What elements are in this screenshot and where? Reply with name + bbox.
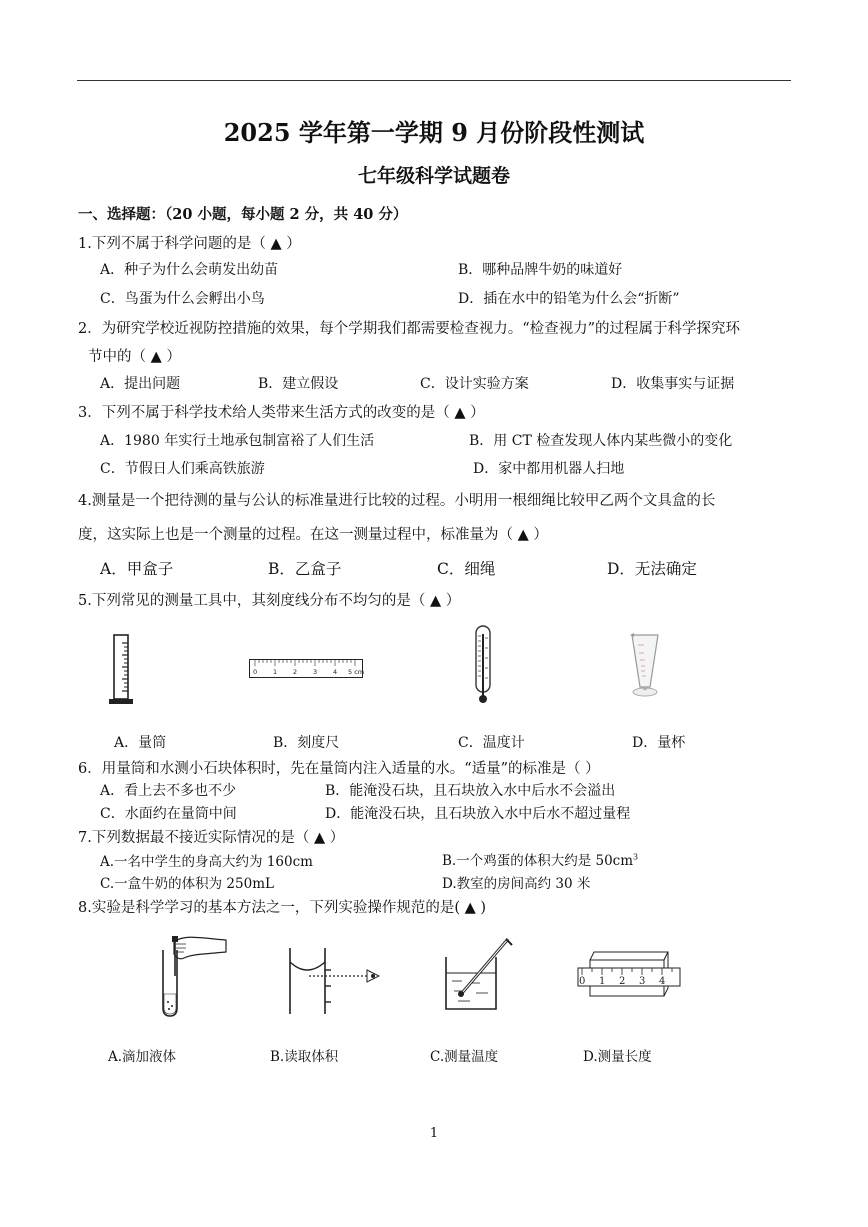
question-6-option-d: D．能淹没石块，且石块放入水中后水不超过量程 (325, 806, 631, 822)
question-7-option-a: A.一名中学生的身高大约为 160cm (100, 854, 313, 870)
length-ruler-tick-label: 1 (599, 976, 606, 987)
reading-volume-figure (287, 948, 383, 1016)
page-number: 1 (429, 1126, 439, 1141)
question-3-option-b: B．用 CT 检查发现人体内某些微小的变化 (469, 433, 733, 449)
ruler-tick-label: 4 (333, 668, 338, 676)
page-title: 2025 学年第一学期 9 月份阶段性测试 (223, 118, 645, 147)
question-4-option-a: A．甲盒子 (100, 560, 174, 578)
question-6-stem: 6．用量筒和水测小石块体积时，先在量筒内注入适量的水。“适量”的标准是（ ） (78, 761, 600, 777)
question-1-option-d: D．插在水中的铅笔为什么会“折断” (458, 291, 680, 307)
question-1-option-b: B．哪种品牌牛奶的味道好 (458, 262, 623, 278)
measuring-cup-figure (628, 633, 662, 699)
question-6-option-b: B．能淹没石块，且石块放入水中后水不会溢出 (325, 783, 616, 799)
question-8-stem: 8.实验是科学学习的基本方法之一，下列实验操作规范的是( ▲ ) (78, 900, 487, 916)
question-2-stem-line2: 节中的（ ▲ ） (88, 349, 181, 365)
question-2-option-c: C．设计实验方案 (420, 376, 529, 392)
question-8-option-c: C.测量温度 (430, 1049, 499, 1065)
question-4-option-c: C．细绳 (437, 560, 496, 578)
length-ruler-tick-label: 4 (659, 976, 666, 987)
question-5-option-b: B．刻度尺 (273, 735, 340, 751)
ruler-tick-label: 5 cm (348, 668, 365, 676)
question-7-option-b-text: B.一个鸡蛋的体积大约是 50cm (442, 853, 634, 869)
ruler-figure (249, 659, 363, 679)
question-4-option-b: B．乙盒子 (268, 560, 342, 578)
question-1-option-c: C．鸟蛋为什么会孵出小鸟 (100, 291, 265, 307)
question-4-stem-line1: 4.测量是一个把待测的量与公认的标准量进行比较的过程。小明用一根细绳比较甲乙两个文具盒的长 (78, 493, 716, 509)
question-1-stem: 1.下列不属于科学问题的是（ ▲ ） (78, 236, 301, 252)
question-2-option-b: B．建立假设 (258, 376, 339, 392)
question-4-option-d: D．无法确定 (607, 560, 697, 578)
question-7-option-c: C.一盒牛奶的体积为 250mL (100, 876, 274, 892)
question-3-option-a: A．1980 年实行土地承包制富裕了人们生活 (100, 433, 375, 449)
question-3-option-d: D．家中都用机器人扫地 (473, 461, 625, 477)
measuring-length-figure (576, 950, 684, 1002)
question-2-option-a: A．提出问题 (100, 376, 181, 392)
question-6-option-a: A．看上去不多也不少 (100, 783, 237, 799)
measuring-temperature-figure (442, 937, 514, 1013)
question-4-stem-line2: 度，这实际上也是一个测量的过程。在这一测量过程中，标准量为（ ▲ ） (78, 527, 548, 543)
question-5-stem: 5.下列常见的测量工具中，其刻度线分布不均匀的是（ ▲ ） (78, 593, 461, 609)
section-heading: 一、选择题：（20 小题，每小题 2 分，共 40 分） (78, 206, 408, 223)
question-2-stem-line1: 2．为研究学校近视防控措施的效果，每个学期我们都需要检查视力。“检查视力”的过程属于科学探究环 (78, 321, 741, 337)
page-subtitle: 七年级科学试题卷 (357, 165, 510, 187)
ruler-tick-label: 3 (313, 668, 318, 676)
question-5-option-d: D．量杯 (632, 735, 686, 751)
length-ruler-tick-label: 2 (619, 976, 626, 987)
question-7-option-b-sup: 3 (633, 852, 639, 862)
graduated-cylinder-figure (108, 633, 134, 705)
question-3-stem: 3．下列不属于科学技术给人类带来生活方式的改变的是（ ▲ ） (78, 405, 485, 421)
thermometer-figure (472, 624, 494, 706)
header-rule (77, 80, 791, 81)
ruler-tick-label: 1 (273, 668, 278, 676)
ruler-tick-label: 0 (253, 668, 258, 676)
question-8-option-a: A.滴加液体 (108, 1049, 177, 1065)
question-1-option-a: A．种子为什么会萌发出幼苗 (100, 262, 279, 278)
length-ruler-tick-label: 3 (639, 976, 646, 987)
question-2-option-d: D．收集事实与证据 (611, 376, 735, 392)
question-5-option-c: C．温度计 (458, 735, 525, 751)
length-ruler-tick-label: 0 (579, 976, 586, 987)
question-3-option-c: C．节假日人们乘高铁旅游 (100, 461, 265, 477)
question-7-stem: 7.下列数据最不接近实际情况的是（ ▲ ） (78, 830, 345, 846)
question-7-option-d: D.教室的房间高约 30 米 (442, 876, 591, 892)
question-6-option-c: C．水面约在量筒中间 (100, 806, 237, 822)
dropping-liquid-figure (150, 932, 230, 1018)
ruler-tick-label: 2 (293, 668, 298, 676)
question-7-option-b (442, 849, 638, 869)
question-8-option-b: B.读取体积 (270, 1049, 339, 1065)
question-8-option-d: D.测量长度 (583, 1049, 652, 1065)
question-5-option-a: A．量筒 (114, 735, 167, 751)
